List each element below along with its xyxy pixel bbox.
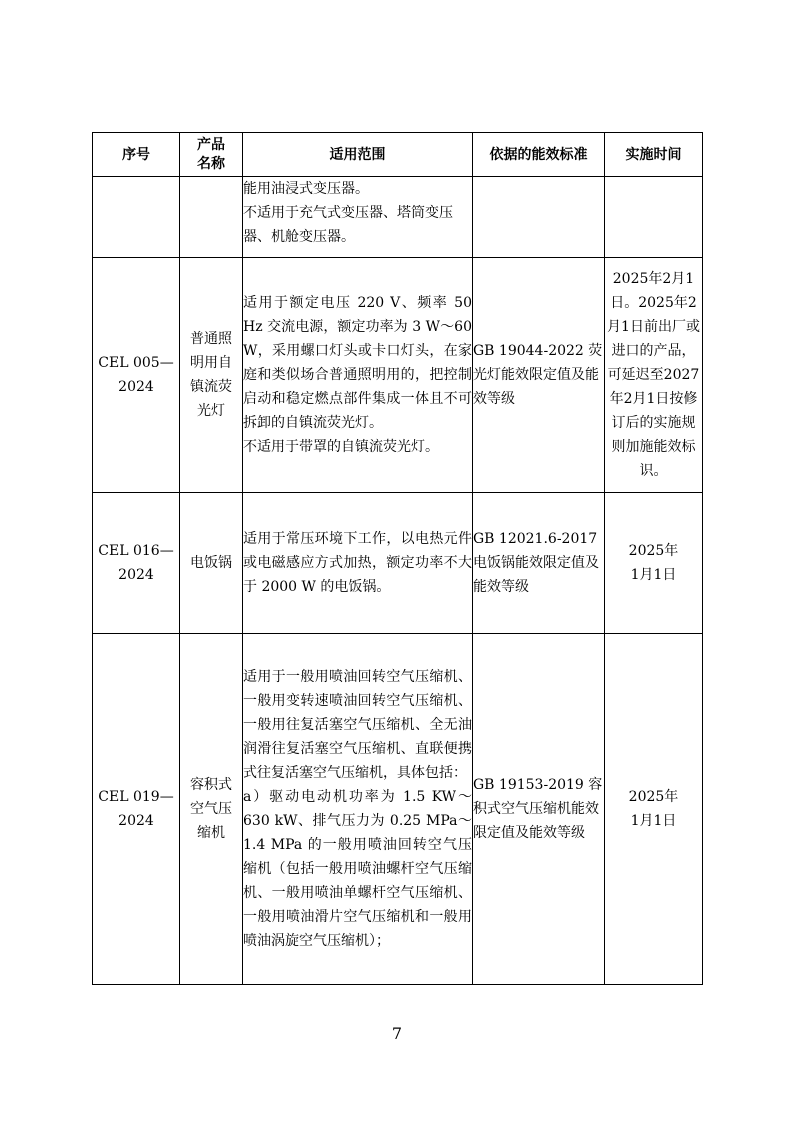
cell-date: 2025年1月1日 [605, 634, 703, 985]
header-seq: 序号 [93, 133, 180, 177]
cell-scope [243, 177, 473, 258]
header-name: 产品名称 [180, 133, 243, 177]
header-scope: 适用范围 [243, 133, 473, 177]
cell-name-empty [180, 177, 243, 258]
cell-date-empty [605, 177, 703, 258]
header-standard: 依据的能效标准 [473, 133, 605, 177]
scope-text: a）驱动电动机功率为 1.5 KW～630 kW、排气压力为 0.25 MPa～1.4 MPa 的一般用喷油回转空气压缩机（包括一般用喷油螺杆空气压缩机、一般用喷油单螺杆空气压缩机、一般用喷油滑片空气压缩机和一般用喷油涡旋空气压缩机）； [243, 789, 472, 949]
cell-scope [243, 258, 473, 493]
scope-text: 不适用于充气式变压器、塔筒变压器、机舱变压器。 [243, 205, 453, 245]
table-row-continuation [93, 177, 703, 258]
product-catalog-table [92, 132, 703, 985]
cell-date: 2025年2月1日。2025年2月1日前出厂或进口的产品，可延迟至2027年2月1日按修订后的实施规则加施能效标识。 [605, 258, 703, 493]
scope-text: 适用于一般用喷油回转空气压缩机、一般用变转速喷油回转空气压缩机、一般用往复活塞空气压缩机、全无油润滑往复活塞空气压缩机、直联便携式往复活塞空气压缩机，具体包括： [243, 669, 472, 781]
cell-seq: CEL 016—2024 [93, 493, 180, 634]
table-row [93, 258, 703, 493]
cell-standard-empty [473, 177, 605, 258]
page-number: 7 [391, 1024, 403, 1043]
cell-standard: GB 19044-2022 荧光灯能效限定值及能效等级 [473, 258, 605, 493]
cell-standard: GB 19153-2019 容积式空气压缩机能效限定值及能效等级 [473, 634, 605, 985]
scope-text: 适用于额定电压 220 V、频率 50 Hz 交流电源，额定功率为 3 W～60 W，采用螺口灯头或卡口灯头，在家庭和类似场合普通照明用的，把控制启动和稳定燃点部件集成一体且不可拆卸的自镇流荧光灯。 [243, 295, 472, 431]
cell-seq: CEL 005—2024 [93, 258, 180, 493]
scope-text: 能用油浸式变压器。 [243, 181, 369, 197]
cell-seq: CEL 019—2024 [93, 634, 180, 985]
table-row [93, 634, 703, 985]
header-date: 实施时间 [605, 133, 703, 177]
cell-name: 电饭锅 [180, 493, 243, 634]
table-header-row [93, 133, 703, 177]
scope-text: 不适用于带罩的自镇流荧光灯。 [243, 439, 439, 455]
cell-standard: GB 12021.6-2017 电饭锅能效限定值及能效等级 [473, 493, 605, 634]
cell-scope [243, 493, 473, 634]
scope-text: 适用于常压环境下工作，以电热元件或电磁感应方式加热，额定功率不大于 2000 W 的电饭锅。 [243, 531, 472, 595]
cell-seq-empty [93, 177, 180, 258]
cell-name: 容积式空气压缩机 [180, 634, 243, 985]
cell-date: 2025年1月1日 [605, 493, 703, 634]
cell-name: 普通照明用自镇流荧光灯 [180, 258, 243, 493]
cell-scope [243, 634, 473, 985]
table-row [93, 493, 703, 634]
